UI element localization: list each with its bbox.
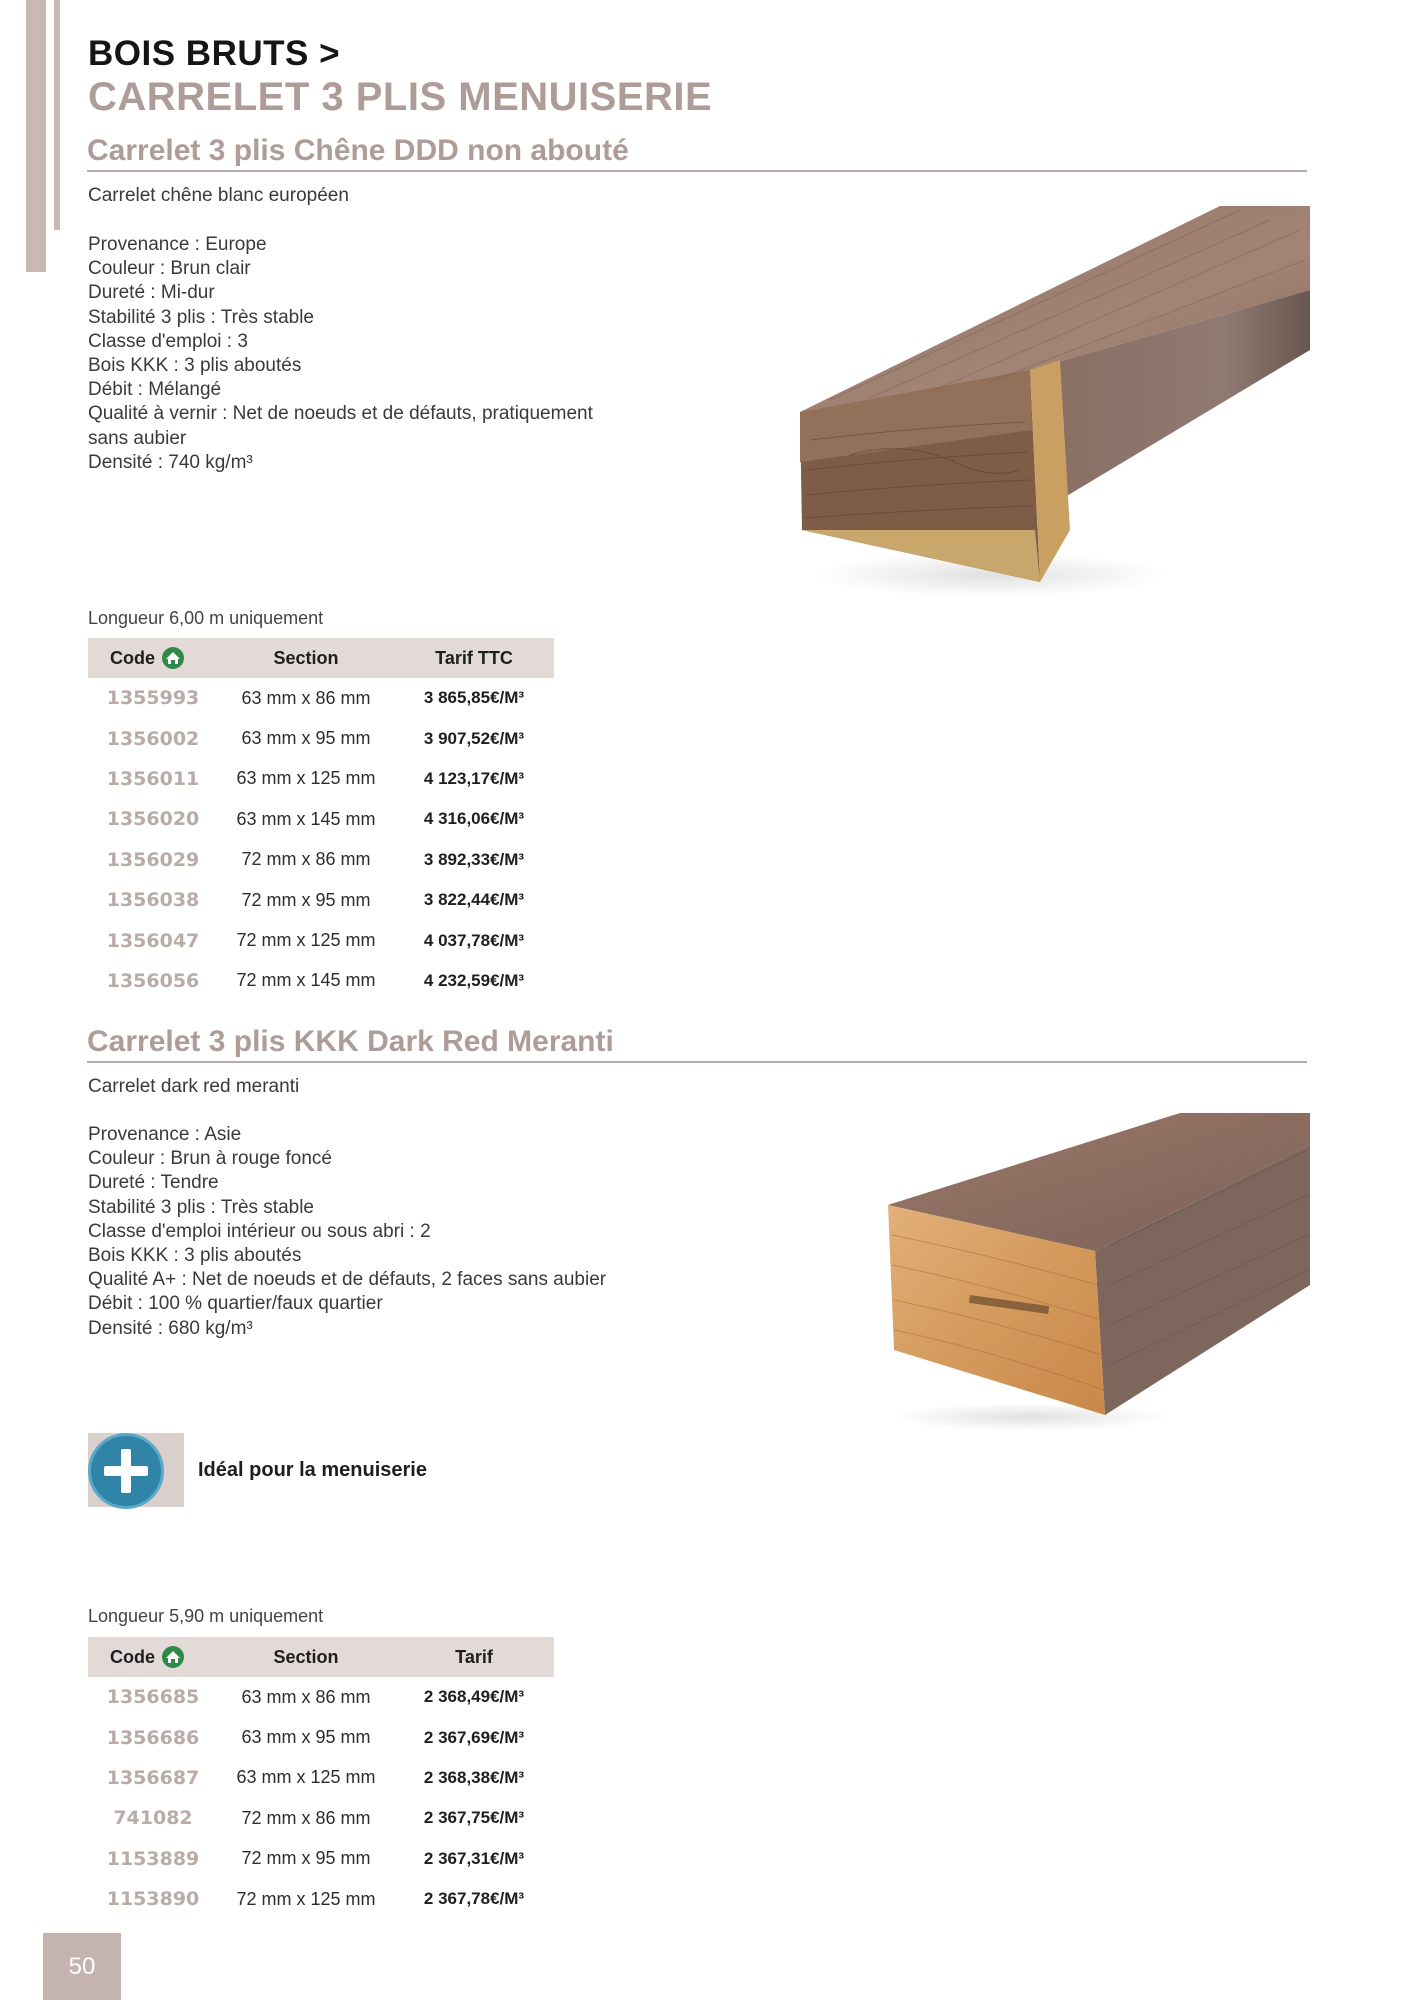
section-subtitle: Carrelet dark red meranti — [88, 1076, 300, 1097]
spec-line: Qualité à vernir : Net de noeuds et de défauts, pratiquement — [88, 403, 593, 425]
section-title-meranti: Carrelet 3 plis KKK Dark Red Meranti — [87, 1025, 614, 1058]
cell-section: 72 mm x 86 mm — [241, 849, 371, 870]
cell-price: 4 316,06€/M³ — [423, 809, 525, 829]
page-number-box — [43, 1933, 121, 2000]
cell-section: 63 mm x 86 mm — [241, 687, 371, 708]
cell-section: 72 mm x 95 mm — [241, 1848, 371, 1869]
table-row — [88, 920, 554, 960]
cell-section: 72 mm x 95 mm — [241, 889, 371, 910]
price-table-meranti — [88, 1637, 554, 1919]
cell-section: 72 mm x 125 mm — [236, 930, 376, 951]
cell-section: 63 mm x 125 mm — [236, 768, 376, 789]
table-row — [88, 678, 554, 718]
decorative-side-bar — [26, 0, 46, 272]
cell-price: 2 367,31€/M³ — [423, 1848, 525, 1868]
cell-code: 1356020 — [106, 808, 200, 831]
length-note: Longueur 5,90 m uniquement — [88, 1606, 324, 1626]
spec-line: Bois KKK : 3 plis aboutés — [88, 355, 302, 377]
cell-price: 4 123,17€/M³ — [423, 768, 525, 788]
table-header — [88, 1637, 554, 1677]
cell-code: 1356687 — [106, 1766, 200, 1789]
spec-line: Bois KKK : 3 plis aboutés — [88, 1245, 302, 1267]
table-header-code — [88, 1645, 218, 1669]
table-header-code — [88, 646, 218, 670]
section-divider — [87, 170, 1307, 172]
cell-price: 3 865,85€/M³ — [423, 688, 525, 708]
spec-line: Classe d'emploi : 3 — [88, 330, 248, 352]
cell-code: 1356047 — [106, 929, 200, 952]
plus-icon — [88, 1433, 164, 1509]
cell-section: 72 mm x 86 mm — [241, 1807, 371, 1828]
cell-section: 63 mm x 95 mm — [241, 728, 371, 749]
spec-line: Densité : 740 kg/m³ — [88, 451, 253, 473]
table-row — [88, 1798, 554, 1838]
table-row — [88, 1677, 554, 1717]
spec-line: Stabilité 3 plis : Très stable — [88, 306, 314, 328]
cell-code: 1153889 — [106, 1847, 200, 1870]
spec-line: Classe d'emploi intérieur ou sous abri : 2 — [88, 1220, 431, 1242]
cell-price: 2 368,49€/M³ — [423, 1687, 525, 1707]
header-code-label: Code — [110, 1646, 155, 1667]
meranti-beam-photo — [880, 1105, 1310, 1435]
category-breadcrumb: BOIS BRUTS > — [88, 34, 341, 73]
cell-code: 1356029 — [106, 848, 200, 871]
section-divider — [87, 1061, 1307, 1063]
oak-beam-photo — [790, 200, 1310, 600]
cell-code: 741082 — [113, 1807, 193, 1830]
cell-price: 2 367,69€/M³ — [423, 1727, 525, 1747]
spec-line: Stabilité 3 plis : Très stable — [88, 1196, 314, 1218]
cell-code: 1356056 — [106, 969, 200, 992]
spec-line: sans aubier — [88, 427, 187, 449]
cell-code: 1356686 — [106, 1726, 200, 1749]
cell-price: 4 037,78€/M³ — [423, 930, 525, 950]
table-row — [88, 1717, 554, 1757]
header-code-label: Code — [110, 647, 155, 668]
page-number: 50 — [68, 1953, 96, 1980]
table-row — [88, 799, 554, 839]
cell-section: 72 mm x 145 mm — [236, 970, 376, 991]
cell-code: 1355993 — [106, 687, 200, 710]
cell-price: 3 907,52€/M³ — [423, 728, 525, 748]
cell-price: 2 367,75€/M³ — [423, 1808, 525, 1828]
table-header-section: Section — [273, 647, 339, 668]
section-title-chene: Carrelet 3 plis Chêne DDD non abouté — [87, 134, 629, 167]
spec-list — [88, 1123, 606, 1341]
spec-line: Débit : Mélangé — [88, 379, 222, 401]
cell-code: 1356685 — [106, 1686, 200, 1709]
cell-price: 2 368,38€/M³ — [423, 1767, 525, 1787]
table-header-price: Tarif TTC — [435, 647, 513, 668]
spec-line: Provenance : Asie — [88, 1124, 242, 1145]
table-row — [88, 1758, 554, 1798]
spec-list — [88, 233, 593, 475]
cell-section: 63 mm x 86 mm — [241, 1686, 371, 1707]
table-header-section: Section — [273, 1646, 339, 1667]
table-row — [88, 1879, 554, 1919]
length-note: Longueur 6,00 m uniquement — [88, 608, 324, 628]
cell-section: 63 mm x 95 mm — [241, 1727, 371, 1748]
table-row — [88, 961, 554, 1001]
cell-code: 1356002 — [106, 727, 200, 750]
cell-section: 63 mm x 125 mm — [236, 1767, 376, 1788]
cell-section: 72 mm x 125 mm — [236, 1888, 376, 1909]
spec-line: Qualité A+ : Net de noeuds et de défauts, 2 faces sans aubier — [88, 1269, 607, 1291]
decorative-side-bar-thin — [54, 0, 60, 230]
cell-price: 4 232,59€/M³ — [423, 970, 525, 990]
spec-line: Débit : 100 % quartier/faux quartier — [88, 1293, 383, 1315]
table-row — [88, 840, 554, 880]
eco-house-icon — [161, 646, 185, 670]
spec-line: Dureté : Tendre — [88, 1172, 219, 1194]
cell-section: 63 mm x 145 mm — [236, 808, 376, 829]
spec-line: Couleur : Brun à rouge foncé — [88, 1148, 332, 1170]
table-row — [88, 759, 554, 799]
section-subtitle: Carrelet chêne blanc européen — [88, 185, 349, 206]
cell-code: 1356038 — [106, 889, 200, 912]
highlight-badge — [88, 1433, 184, 1507]
cell-code: 1153890 — [106, 1888, 200, 1911]
table-header — [88, 638, 554, 678]
table-row — [88, 718, 554, 758]
cell-code: 1356011 — [106, 767, 200, 790]
page-title: CARRELET 3 PLIS MENUISERIE — [88, 75, 713, 119]
table-row — [88, 1839, 554, 1879]
cell-price: 2 367,78€/M³ — [423, 1889, 525, 1909]
cell-price: 3 822,44€/M³ — [423, 890, 525, 910]
spec-line: Dureté : Mi-dur — [88, 282, 215, 304]
cell-price: 3 892,33€/M³ — [423, 849, 525, 869]
eco-house-icon — [161, 1645, 185, 1669]
table-header-price: Tarif — [455, 1646, 493, 1667]
spec-line: Provenance : Europe — [88, 234, 267, 255]
spec-line: Couleur : Brun clair — [88, 258, 251, 280]
spec-line: Densité : 680 kg/m³ — [88, 1317, 253, 1339]
highlight-text: Idéal pour la menuiserie — [198, 1459, 427, 1481]
table-row — [88, 880, 554, 920]
price-table-chene — [88, 638, 554, 1001]
